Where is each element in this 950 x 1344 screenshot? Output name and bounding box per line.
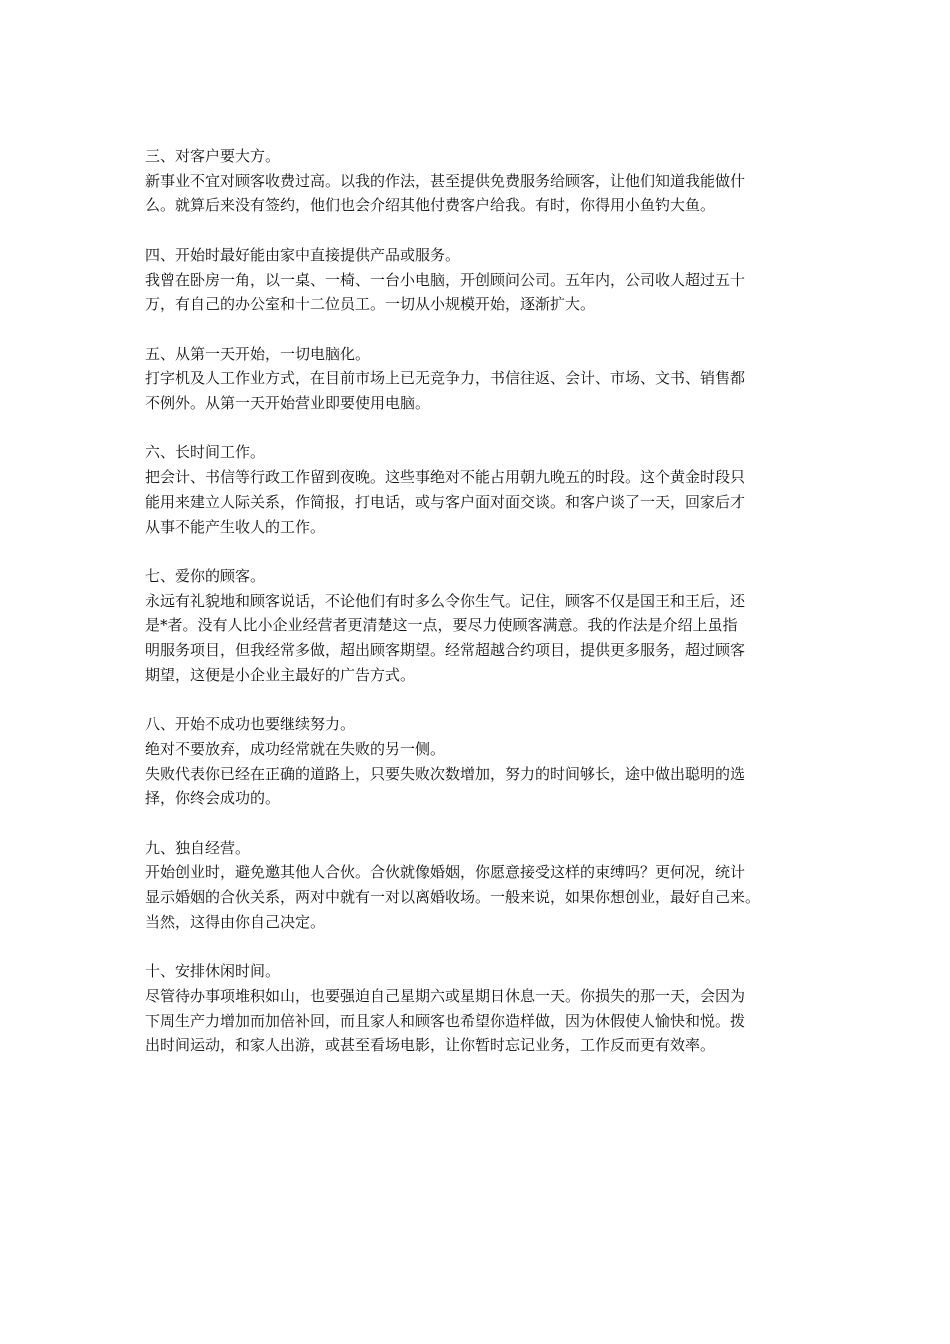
document-section bbox=[145, 243, 815, 317]
document-section bbox=[145, 342, 815, 416]
document-section bbox=[145, 712, 815, 811]
paragraph-line: 尽管待办事项堆积如山，也要强迫自己星期六或星期日休息一天。你损失的那一天，会因为 bbox=[145, 986, 746, 1005]
paragraph-line: 期望，这便是小企业主最好的广告方式。 bbox=[145, 665, 416, 684]
section-heading: 七、爱你的顾客。 bbox=[145, 566, 266, 585]
section-heading: 九、独自经营。 bbox=[145, 838, 251, 857]
document-section bbox=[145, 836, 815, 935]
section-heading: 三、对客户要大方。 bbox=[145, 147, 281, 165]
paragraph-line: 永远有礼貌地和顾客说话，不论他们有时多么令你生气。记住，顾客不仅是国王和王后，还 bbox=[145, 591, 746, 610]
section-heading: 四、开始时最好能由家中直接提供产品或服务。 bbox=[145, 245, 461, 264]
paragraph-line: 我曾在卧房一角，以一桌、一椅、一台小电脑，开创顾问公司。五年内，公司收人超过五十 bbox=[145, 270, 746, 289]
paragraph-line: 择，你终会成功的。 bbox=[145, 789, 281, 808]
paragraph-line: 开始创业时，避免邀其他人合伙。合伙就像婚姻，你愿意接受这样的束缚吗？更何况，统计 bbox=[145, 863, 746, 882]
document-body bbox=[145, 144, 815, 1083]
paragraph-line: 万，有自己的办公室和十二位员工。一切从小规模开始，逐渐扩大。 bbox=[145, 295, 596, 314]
paragraph-line: 么。就算后来没有签约，他们也会介绍其他付费客户给我。有时，你得用小鱼钓大鱼。 bbox=[145, 196, 716, 215]
paragraph-line: 新事业不宜对顾客收费过高。以我的作法，甚至提供免费服务给顾客，让他们知道我能做什 bbox=[145, 171, 746, 190]
paragraph-line: 把会计、书信等行政工作留到夜晚。这些事绝对不能占用朝九晚五的时段。这个黄金时段只 bbox=[145, 468, 746, 487]
document-section bbox=[145, 959, 815, 1058]
paragraph-line: 是*者。没有人比小企业经营者更清楚这一点，要尽力使顾客满意。我的作法是介绍上虽指 bbox=[145, 616, 738, 635]
paragraph-line: 出时间运动，和家人出游，或甚至看场电影，让你暂时忘记业务，工作反而更有效率。 bbox=[145, 1036, 716, 1055]
paragraph-line: 当然，这得由你自己决定。 bbox=[145, 912, 326, 931]
section-heading: 六、长时间工作。 bbox=[145, 443, 266, 462]
document-section bbox=[145, 564, 815, 688]
paragraph-line: 明服务项目，但我经常多做，超出顾客期望。经常超越合约项目，提供更多服务，超过顾客 bbox=[145, 641, 746, 659]
paragraph-line: 不例外。从第一天开始营业即要使用电脑。 bbox=[145, 394, 431, 412]
paragraph-line: 打字机及人工作业方式，在目前市场上已无竞争力，书信往返、会计、市场、文书、销售都 bbox=[145, 369, 746, 388]
section-heading: 八、开始不成功也要继续努力。 bbox=[145, 715, 356, 734]
section-heading: 五、从第一天开始，一切电脑化。 bbox=[145, 344, 371, 363]
paragraph-line: 显示婚姻的合伙关系，两对中就有一对以离婚收场。一般来说，如果你想创业，最好自己来。 bbox=[145, 888, 761, 906]
paragraph-line: 下周生产力增加而加倍补回，而且家人和顾客也希望你造样做，因为休假使人愉快和悦。拨 bbox=[145, 1011, 746, 1030]
paragraph-line: 能用来建立人际关系，作简报，打电话，或与客户面对面交谈。和客户谈了一天，回家后才 bbox=[145, 492, 746, 511]
paragraph-line: 绝对不要放弃，成功经常就在失败的另一侧。 bbox=[145, 739, 446, 758]
document-section bbox=[145, 440, 815, 539]
paragraph-line: 失败代表你已经在正确的道路上，只要失败次数增加，努力的时间够长，途中做出聪明的选 bbox=[145, 764, 746, 783]
section-heading: 十、安排休闲时间。 bbox=[145, 962, 281, 981]
document-section bbox=[145, 144, 815, 218]
paragraph-line: 从事不能产生收人的工作。 bbox=[145, 517, 326, 536]
